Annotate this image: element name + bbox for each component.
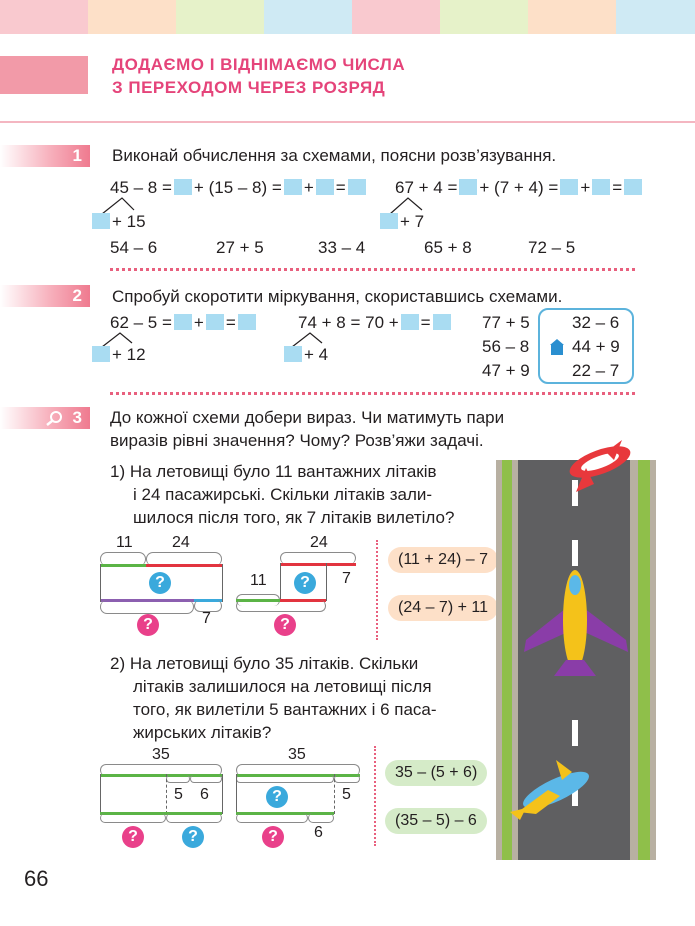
segment-green (100, 564, 146, 567)
answer-box[interactable] (284, 179, 302, 195)
diagram-label: 35 (152, 746, 170, 763)
branch-text: + 15 (112, 212, 146, 231)
question-mark-icon: ? (266, 786, 288, 808)
question-mark-icon: ? (274, 614, 296, 636)
task1-scheme1 (110, 178, 368, 198)
bracket (236, 775, 334, 783)
stripe-4 (264, 0, 352, 34)
branch-text: + 4 (304, 345, 329, 364)
answer-box[interactable] (592, 179, 610, 195)
question-mark-icon: ? (122, 826, 144, 848)
task2-scheme2 (298, 313, 453, 333)
stripe-2 (88, 0, 176, 34)
header-divider (0, 121, 695, 123)
answer-box[interactable] (560, 179, 578, 195)
scheme-text: 74 + 8 = 70 + (298, 313, 399, 332)
task3-instruction-line2: виразів рівні значення? Чому? Розв’яжи задачі. (110, 431, 484, 450)
diagram-tick (326, 563, 327, 601)
diagram-tick (222, 564, 223, 602)
scheme-text: 67 + 4 = (395, 178, 458, 197)
task2-number-tab (0, 285, 90, 307)
stripe-5 (352, 0, 440, 34)
task1-instruction: Виконай обчислення за схемами, поясни розв’язування. (112, 146, 557, 165)
answer-box[interactable] (174, 314, 192, 330)
scheme-text: = (420, 313, 431, 332)
house-icon (550, 339, 564, 355)
question-mark-icon: ? (137, 614, 159, 636)
bracket (100, 600, 194, 614)
diagram-label: 7 (202, 610, 211, 627)
answer-box[interactable] (206, 314, 224, 330)
answer-box[interactable] (284, 346, 302, 362)
task2-left-example: 47 + 9 (482, 361, 530, 380)
diagram-tick (166, 774, 167, 814)
answer-box[interactable] (433, 314, 451, 330)
page-title-line1: ДОДАЄМО І ВІДНІМАЄМО ЧИСЛА (112, 55, 406, 74)
problem1-expression: (11 + 24) – 7 (388, 547, 498, 573)
task3-instruction-line1: До кожної схеми добери вираз. Чи матимуть пари (110, 408, 505, 427)
diagram-tick (100, 774, 101, 814)
stripe-3 (176, 0, 264, 34)
diagram-label: 6 (314, 824, 323, 841)
diagram-tick (334, 774, 335, 814)
answer-box[interactable] (348, 179, 366, 195)
diagram-tick (100, 564, 101, 602)
task1-example: 33 – 4 (318, 238, 366, 257)
scheme-text: = (335, 178, 346, 197)
scheme-text: = (612, 178, 623, 197)
task1-branch-2 (380, 212, 424, 232)
diagram-label: 6 (200, 786, 209, 803)
diagram-label: 24 (172, 534, 190, 551)
diagram-label: 5 (342, 786, 351, 803)
scheme-text: = (225, 313, 236, 332)
task1-example: 27 + 5 (216, 238, 264, 257)
scheme-text: + (580, 178, 591, 197)
diagram-tick (236, 774, 237, 814)
stripe-7 (528, 0, 616, 34)
answer-box[interactable] (380, 213, 398, 229)
problem2-expression: 35 – (5 + 6) (385, 760, 487, 786)
diagram-label: 5 (174, 786, 183, 803)
bracket (334, 775, 360, 783)
diagram-tick (280, 563, 281, 601)
task3-number: 3 (72, 408, 82, 427)
header-tab (0, 56, 88, 94)
section-divider (110, 392, 635, 395)
bracket (190, 775, 222, 783)
problem2-diagram-a (100, 746, 230, 856)
problem1-line: 1) На летовищі було 11 вантажних літаків (110, 462, 437, 481)
problem2-line: літаків залишилося на летовищі після (133, 677, 432, 696)
branch-text: + 7 (400, 212, 425, 231)
diagram-label: 11 (116, 534, 133, 551)
problem2-expression: (35 – 5) – 6 (385, 808, 487, 834)
scheme-text: 45 – 8 = (110, 178, 172, 197)
answer-box[interactable] (238, 314, 256, 330)
problem1-line: і 24 пасажирські. Скільки літаків зали- (133, 485, 433, 504)
segment-red (146, 564, 222, 567)
task2-left-example: 56 – 8 (482, 337, 530, 356)
task1-number-tab (0, 145, 90, 167)
task2-left-example: 77 + 5 (482, 313, 530, 332)
page-title-line2: З ПЕРЕХОДОМ ЧЕРЕЗ РОЗРЯД (112, 78, 386, 97)
task1-scheme2 (395, 178, 644, 198)
problem1-diagram-b (236, 534, 376, 644)
answer-box[interactable] (174, 179, 192, 195)
bracket (100, 813, 166, 823)
branch-text: + 12 (112, 345, 146, 364)
bracket (166, 775, 190, 783)
bracket (236, 600, 326, 612)
task1-example: 54 – 6 (110, 238, 158, 257)
runway-illustration (496, 440, 656, 860)
stripe-8 (616, 0, 695, 34)
diagram-tick (222, 774, 223, 814)
scheme-text: + (7 + 4) = (479, 178, 559, 197)
bracket (308, 813, 334, 823)
problem2-line: 2) На летовищі було 35 літаків. Скільки (110, 654, 419, 673)
task2-branch-1 (92, 345, 146, 365)
magnifier-icon (46, 410, 64, 426)
section-divider (110, 268, 635, 271)
task2-branch-2 (284, 345, 328, 365)
question-mark-icon: ? (182, 826, 204, 848)
task2-instruction: Спробуй скоротити міркування, скориставшись схемами. (112, 287, 563, 306)
task1-example: 65 + 8 (424, 238, 472, 257)
problem1-line: шилося після того, як 7 літаків вилетіло? (133, 508, 455, 527)
answer-box[interactable] (401, 314, 419, 330)
answer-box[interactable] (624, 179, 642, 195)
problem1-expression: (24 – 7) + 11 (388, 595, 498, 621)
task2-right-example: 44 + 9 (572, 337, 620, 356)
diagram-label: 24 (310, 534, 328, 551)
diagram-label: 11 (250, 572, 267, 589)
answer-box[interactable] (92, 346, 110, 362)
task2-scheme1 (110, 313, 258, 333)
scheme-text: + (193, 313, 204, 332)
problem2-diagram-b (236, 746, 366, 856)
stripe-6 (440, 0, 528, 34)
scheme-text: + (15 – 8) = (193, 178, 282, 197)
segment-red (280, 563, 356, 566)
dotted-separator (374, 746, 376, 846)
scheme-text: + (303, 178, 314, 197)
answer-box[interactable] (459, 179, 477, 195)
task1-example: 72 – 5 (528, 238, 576, 257)
task1-number: 1 (72, 146, 82, 165)
task2-number: 2 (72, 286, 82, 305)
question-mark-icon: ? (149, 572, 171, 594)
task3-number-tab (0, 407, 90, 429)
bracket (166, 813, 222, 823)
problem2-line: жирських літаків? (133, 723, 272, 742)
bracket (236, 813, 308, 823)
diagram-label: 35 (288, 746, 306, 763)
scheme-text: 62 – 5 = (110, 313, 172, 332)
page-number: 66 (24, 866, 49, 891)
answer-box[interactable] (316, 179, 334, 195)
task2-right-example: 32 – 6 (572, 313, 620, 332)
answer-box[interactable] (92, 213, 110, 229)
diagram-label: 7 (342, 570, 351, 587)
dotted-separator (376, 540, 378, 640)
task2-right-example: 22 – 7 (572, 361, 620, 380)
question-mark-icon: ? (294, 572, 316, 594)
task1-branch-1 (92, 212, 146, 232)
stripe-1 (0, 0, 88, 34)
problem2-line: того, як вилетіли 5 вантажних і 6 паса- (133, 700, 437, 719)
question-mark-icon: ? (262, 826, 284, 848)
